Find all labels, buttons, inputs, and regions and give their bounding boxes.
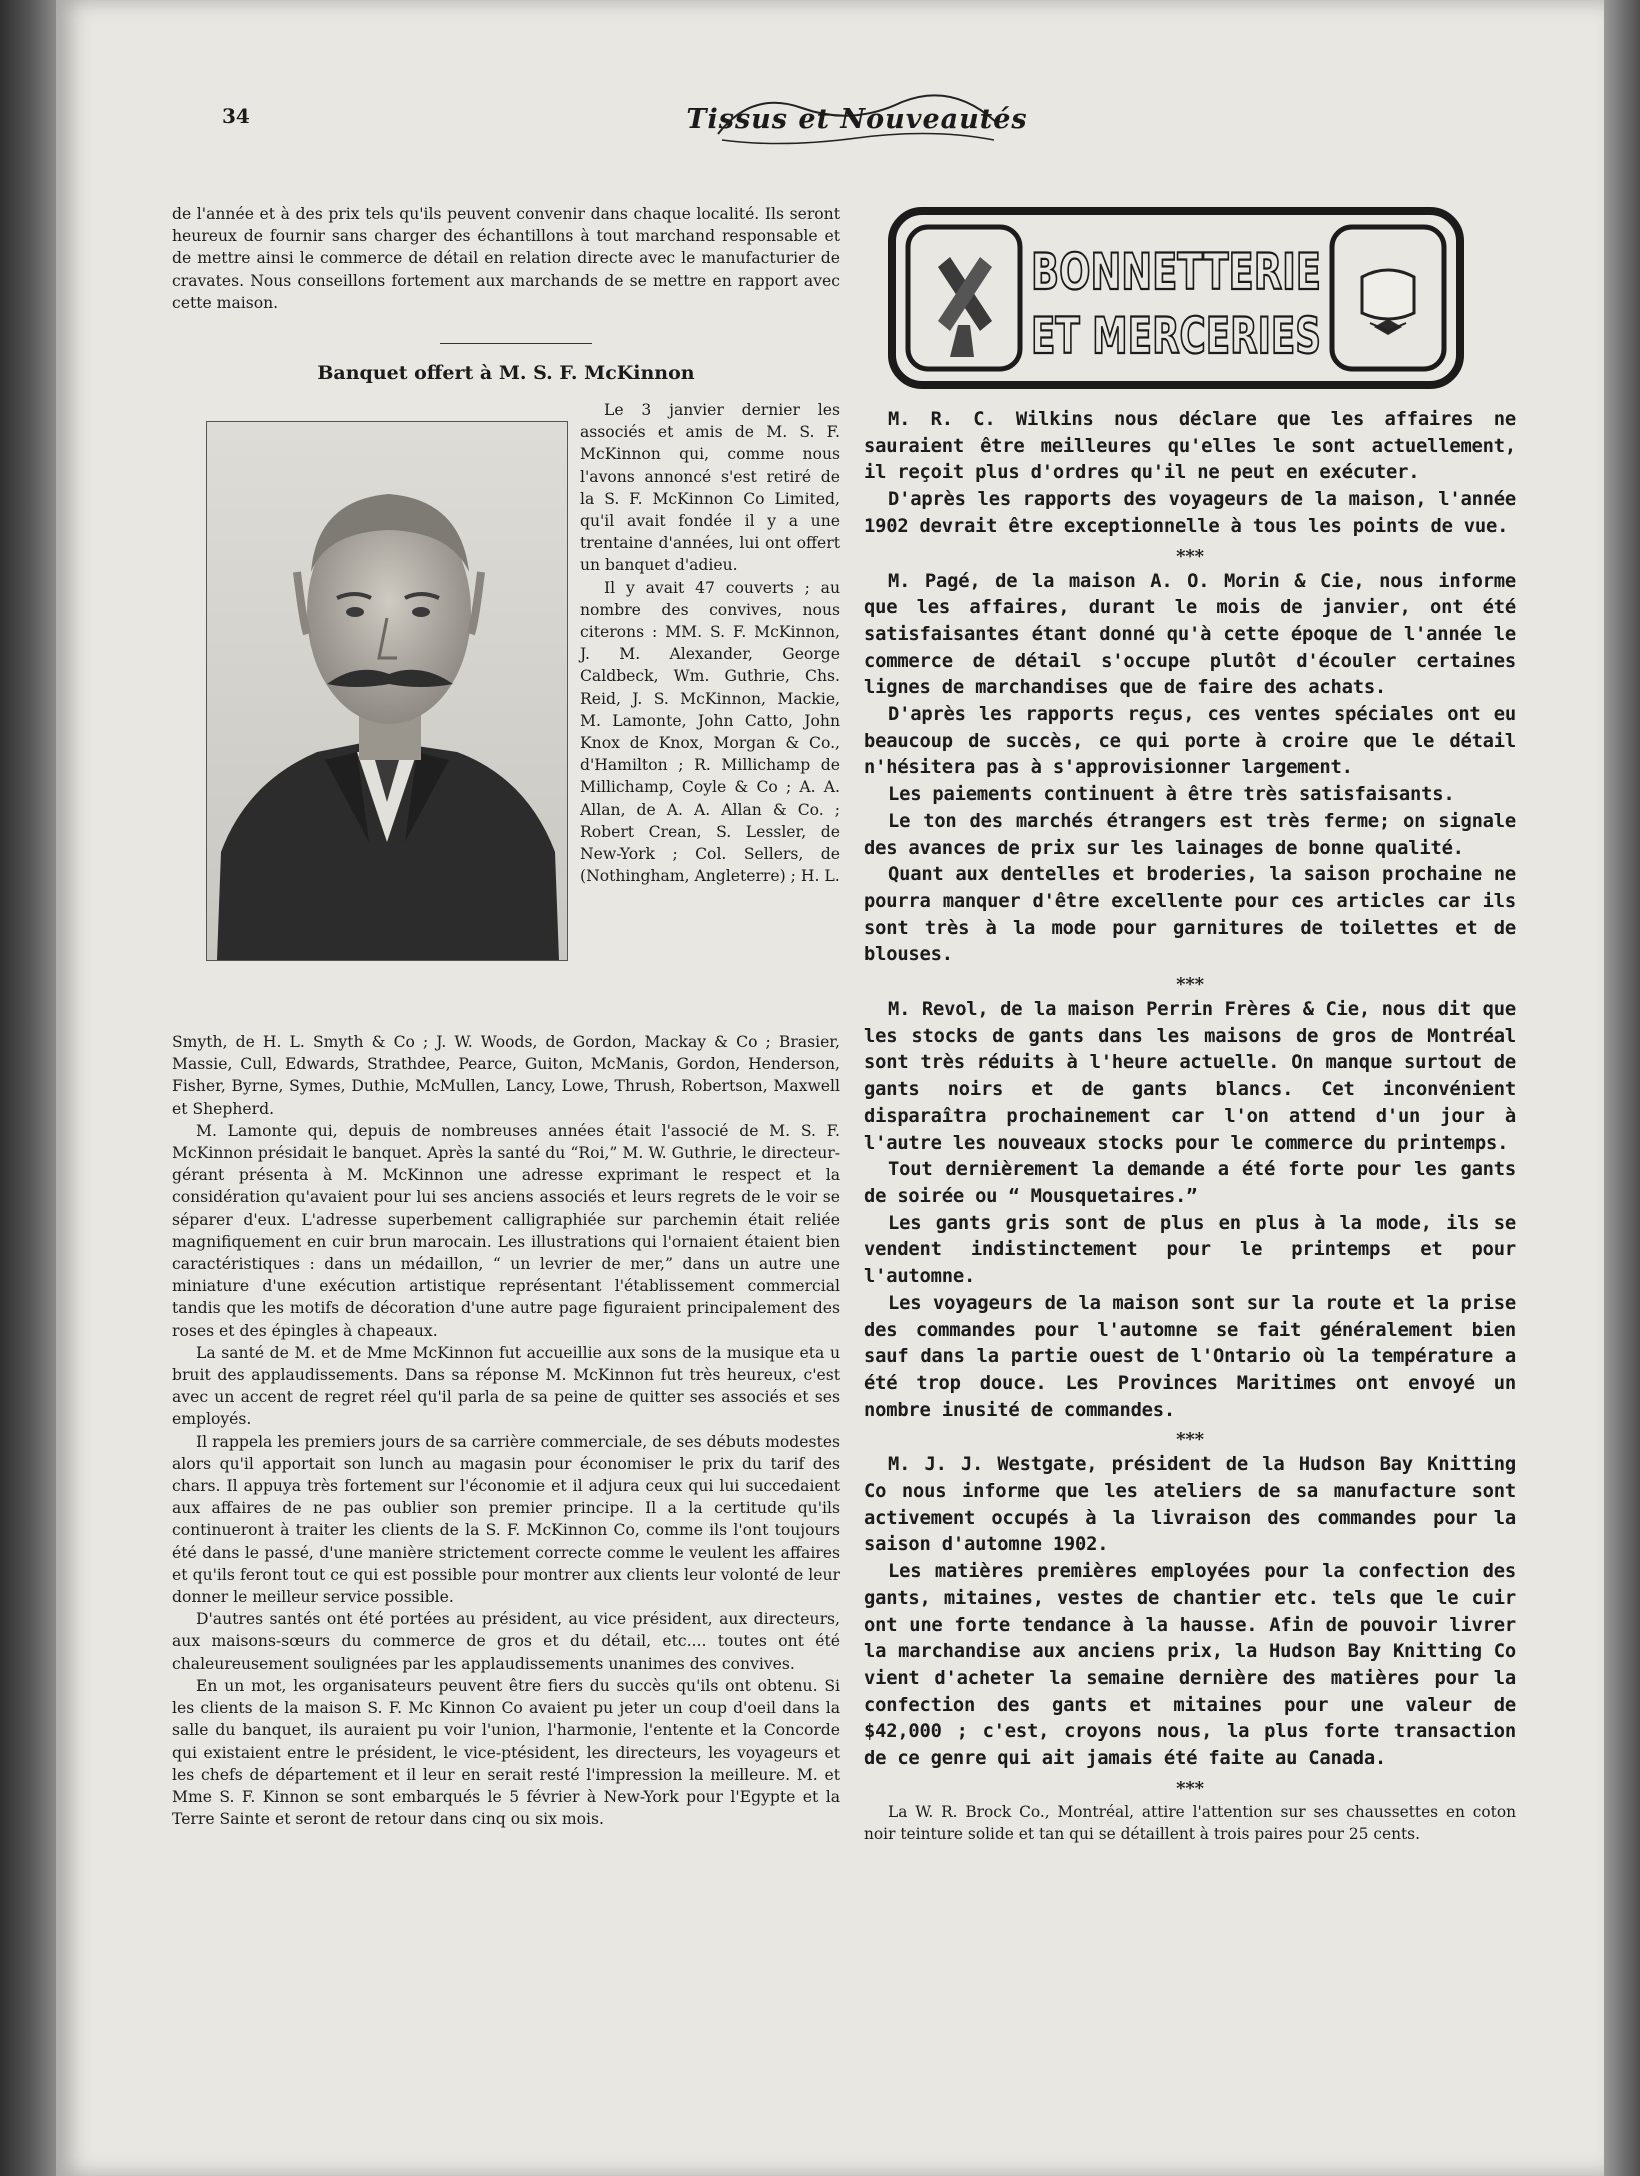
divider-rule — [440, 343, 592, 344]
banquet-paragraph: M. Lamonte qui, depuis de nombreuses années était l'associé de M. S. F. McKinnon présidait le banquet. Après la santé du “Roi,” M. W. Guthrie, le directeur-gérant présenta à M. McKinnon une adresse exprimant le respect et la considération qu'avaient pour lui ses anciens associés et leurs regrets de le voir se séparer d'eux. L'adresse superbement calligraphiée sur parchemin était reliée magnifiquement en cuir brun marocain. Les illustrations qui l'ornaient étaient bien caractéristiques : dans un médaillon, “ un levrier de mer,” dans un autre une miniature d'une exécution artistique représentant l'établissement commercial tandis que les motifs de décoration d'une autre page figuraient principalement des roses et des épingles à chapeaux. — [172, 1121, 840, 1340]
banquet-paragraph: D'autres santés ont été portées au président, au vice président, aux directeurs, aux maisons-sœurs du commerce de gros et du détail, etc.... toutes ont été chaleureusement soulignées par les applaudissements unanimes des convives. — [172, 1610, 840, 1673]
news-paragraph: M. Revol, de la maison Perrin Frères & Cie, nous dit que les stocks de gants dans les maisons de gros de Montréal sont très réduits à l'heure actuelle. On manque surtout de gants noirs et de gants blancs. Cet inconvénient disparaîtra prochainement car l'on attend d'un jour à l'autre les nouveaux stocks pour le commerce du printemps. — [864, 999, 1516, 1154]
portrait-image — [207, 422, 567, 960]
guest-list-continued: Smyth, de H. L. Smyth & Co ; J. W. Woods, de Gordon, Mackay & Co ; Brasier, Massie, Cull, Edwards, Strathdee, Pearce, Guiton, McManis, Gordon, Henderson, Fisher, Byrne, Symes, Duthie, McMullen, Lancy, Lowe, Thrush, Robertson, Maxwell et Shepherd. — [172, 1033, 840, 1118]
masthead-logo — [686, 82, 1028, 152]
banquet-intro-column — [580, 399, 840, 887]
news-paragraph: Les paiements continuent à être très satisfaisants. — [888, 784, 1455, 806]
page-number: 34 — [222, 104, 250, 128]
hosiery-news-column — [864, 407, 1516, 1845]
news-paragraph: Les voyageurs de la maison sont sur la route et la prise des commandes pour l'automne se fait généralement bien sauf dans la partie ouest de l'Ontario où la température a été trop douce. Les Provinces Maritimes ont envoyé un nombre inusité de commandes. — [864, 1292, 1516, 1421]
news-paragraph: M. Pagé, de la maison A. O. Morin & Cie, nous informe que les affaires, durant le mois de janvier, ont été satisfaisantes étant donné qu'à cette époque de l'année le commerce de détail s'occupe plutôt d'écouler certaines lignes de marchandises que de faire des achats. — [864, 570, 1516, 699]
guest-list-paragraph: Il y avait 47 couverts ; au nombre des convives, nous citerons : MM. S. F. McKinnon, J. M. Alexander, George Caldbeck, Wm. Guthrie, Chs. Reid, J. S. McKinnon, Mackie, M. Lamonte, John Catto, John Knox de Knox, Morgan & Co., d'Hamilton ; R. Millichamp de Millichamp, Coyle & Co ; A. A. Allan, de A. A. Allan & Co. ; Robert Crean, S. Lessler, de New-York ; Col. Sellers, de (Nothingham, Angleterre) ; H. L. — [580, 578, 840, 886]
banquet-heading: Banquet offert à M. S. F. McKinnon — [317, 362, 695, 384]
news-paragraph: Quant aux dentelles et broderies, la saison prochaine ne pourra manquer d'être excellente pour ces articles car ils sont très à la mode pour garnitures de toilettes et de blouses. — [864, 864, 1516, 966]
asterism-separator: *** — [1176, 1777, 1204, 1799]
intro-paragraph — [172, 203, 840, 314]
news-paragraph: D'après les rapports reçus, ces ventes spéciales ont eu beaucoup de succès, ce qui porte à croire que le détail n'hésitera pas à s'approvisionner largement. — [864, 704, 1516, 779]
news-paragraph: Les gants gris sont de plus en plus à la mode, ils se vendent indistinctement pour le printemps et pour l'automne. — [864, 1212, 1516, 1288]
asterism-separator: *** — [1176, 545, 1204, 567]
news-paragraph: M. J. J. Westgate, président de la Hudson Bay Knitting Co nous informe que les ateliers de sa manufacture sont activement occupés à la livraison des commandes pour la saison d'automne 1902. — [864, 1454, 1516, 1556]
section-banner-line2: ET MERCERIES — [1031, 307, 1321, 365]
news-paragraph: Le ton des marchés étrangers est très ferme; on signale des avances de prix sur les lainages de bonne qualité. — [864, 810, 1516, 859]
news-paragraph: Tout dernièrement la demande a été forte pour les gants de soirée ou “ Mousquetaires.” — [864, 1159, 1516, 1207]
banquet-body — [172, 1031, 840, 1830]
news-paragraph: M. R. C. Wilkins nous déclare que les affaires ne sauraient être meilleures qu'elles le sont actuellement, il reçoit plus d'ordres qu'il ne peut en exécuter. — [864, 409, 1516, 484]
page-edge-shadow — [1604, 0, 1640, 2176]
news-paragraph: Les matières premières employées pour la confection des gants, mitaines, vestes de chantier etc. tels que le cuir ont une forte tendance à la hausse. Afin de pouvoir livrer la marchandise aux anciens prix, la Hudson Bay Knitting Co vient d'acheter la semaine dernière des matières pour la confection des gants et mitaines pour une valeur de $42,000 ; c'est, croyons nous, la plus forte transaction de ce genre qui ait jamais été faite au Canada. — [864, 1561, 1516, 1770]
banquet-paragraph: Le 3 janvier dernier les associés et amis de M. S. F. McKinnon qui, comme nous l'avons annoncé s'est retiré de la S. F. McKinnon Co Limited, qu'il avait fondée il y a une trentaine d'années, lui ont offert un banquet d'adieu. — [580, 401, 840, 575]
section-banner — [888, 207, 1464, 389]
banquet-paragraph: Il rappela les premiers jours de sa carrière commerciale, de ses débuts modestes alors qu'il apportait son lunch au magasin pour économiser le prix du tarif des chars. Il appuya très fortement sur l'économie et il adjura ceux qui lui succedaient aux affaires de ne pas oublier son premier principe. Il a la certitude qu'ils continueront à traiter les clients de la S. F. McKinnon Co, comme ils l'ont toujours été dans le passé, d'une manière strictement correcte comme le veulent les affaires et qu'ils feront tout ce qui est possible pour montrer aux clients leur volonté de leur donner le meilleur service possible. — [172, 1432, 840, 1607]
intro-text: de l'année et à des prix tels qu'ils peuvent convenir dans chaque localité. Ils seront heureux de fournir sans charger des échantillons à tout marchand responsable et de mettre ainsi le commerce de détail en relation directe avec le manufacturier de cravates. Nous conseillons fortement aux marchands de se mettre en rapport avec cette maison. — [172, 205, 840, 312]
banquet-paragraph: En un mot, les organisateurs peuvent être fiers du succès qu'ils ont obtenu. Si les clients de la maison S. F. Mc Kinnon Co avaient pu jeter un coup d'oeil dans la salle du banquet, ils auraient pu voir l'union, l'harmonie, l'entente et la Concorde qui existaient entre le président, le vice-ptésident, les directeurs, les voyageurs et les chefs de département et il leur en serait resté l'impression la meilleure. M. et Mme S. F. Kinnon se sont embarqués le 5 février à New-York pour l'Egypte et la Terre Sainte et seront de retour dans cinq ou six mois. — [172, 1676, 840, 1829]
book-binding-shadow — [0, 0, 56, 2176]
masthead-text: Tissus et Nouveautés — [686, 104, 1028, 135]
gloves-icon — [938, 257, 992, 357]
section-banner-line1: BONNETTERIE — [1031, 243, 1321, 301]
portrait-photo — [206, 421, 568, 961]
asterism-separator: *** — [1176, 1429, 1204, 1451]
brock-notice: La W. R. Brock Co., Montréal, attire l'attention sur ses chaussettes en coton noir teinture solide et tan qui se détaillent à trois paires pour 25 cents. — [864, 1802, 1516, 1843]
news-paragraph: D'après les rapports des voyageurs de la maison, l'année 1902 devrait être exceptionnelle à tous les points de vue. — [864, 489, 1516, 537]
collar-icon — [1362, 270, 1414, 335]
asterism-separator: *** — [1176, 974, 1204, 996]
banquet-paragraph: La santé de M. et de Mme McKinnon fut accueillie aux sons de la musique eta u bruit des applaudissements. Dans sa réponse M. McKinnon fut très heureux, c'est avec un accent de regret réel qu'il parla de sa peine de quitter ses associés et ses employés. — [172, 1343, 840, 1429]
